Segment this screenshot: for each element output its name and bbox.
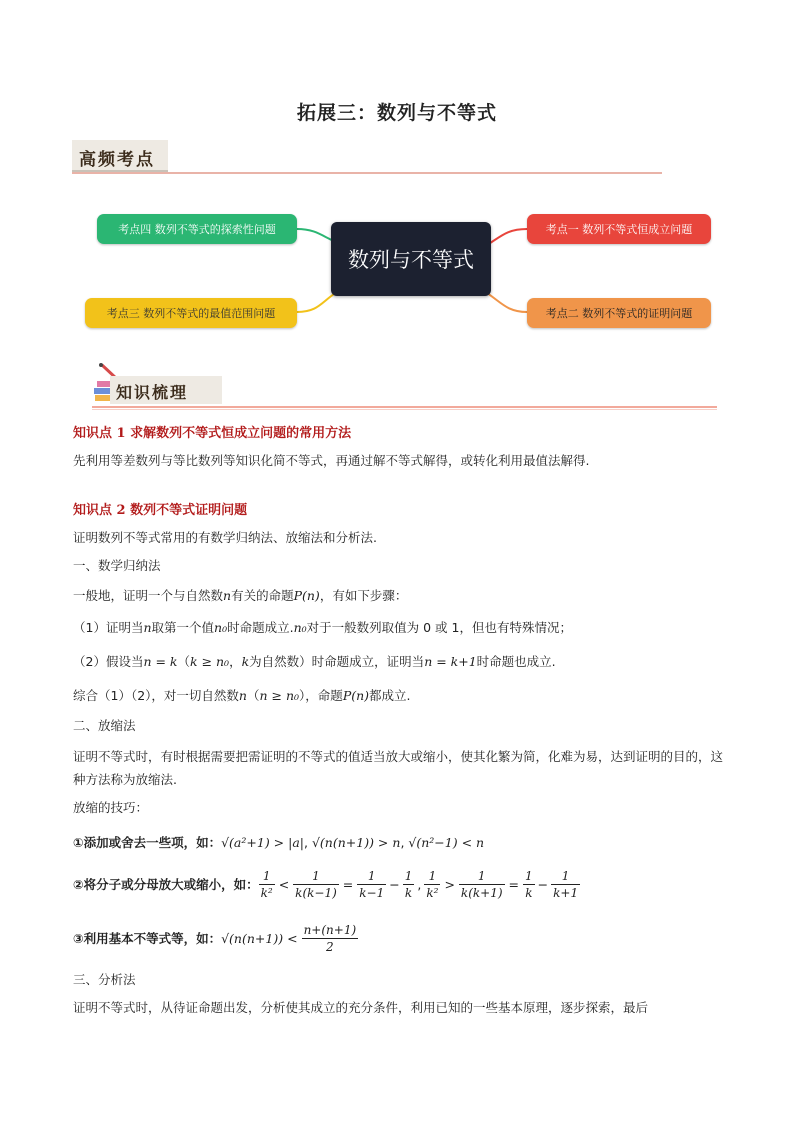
math-n: n	[223, 588, 232, 603]
numerator: 1	[525, 869, 533, 883]
section-title-knowledge: 知识梳理	[116, 383, 189, 402]
text: 综合（1）（2），对一切自然数	[73, 688, 239, 703]
scaling-techniques-label: 放缩的技巧：	[73, 800, 149, 815]
mindmap-node-top-left: 考点四 数列不等式的探索性问题	[97, 214, 297, 244]
text: 为自然数）时命题成立，证明当	[249, 654, 425, 669]
section-banner-knowledge	[92, 362, 717, 414]
fraction	[302, 922, 359, 955]
math-nk: n = k	[143, 654, 178, 669]
fraction	[357, 868, 386, 901]
fraction	[523, 868, 535, 901]
fraction	[403, 868, 415, 901]
math-Pn: P(n)	[342, 688, 370, 703]
numerator: 1	[404, 869, 413, 883]
mindmap-center: 数列与不等式	[331, 222, 491, 296]
kp1-title: 知识点 1 求解数列不等式恒成立问题的常用方法	[73, 426, 352, 441]
heading-induction: 一、数学归纳法	[73, 558, 161, 573]
numerator: n+(n+1)	[303, 923, 357, 937]
scaling-text: 证明不等式时，有时根据需要把需证明的不等式的值适当放大或缩小，使其化繁为简，化难为易，达到证明的目的，这种方法称为放缩法.	[73, 749, 724, 787]
text: 有关的命题	[231, 588, 294, 603]
section-banner-high-frequency	[72, 138, 662, 180]
text: 时命题成立.	[227, 620, 294, 635]
text: 对于一般数列取值为 0 或 1，但也有特殊情况；	[306, 620, 572, 635]
numerator: 1	[293, 868, 339, 885]
math-k: k	[241, 654, 250, 669]
text: 取第一个值	[151, 620, 215, 635]
numerator: 1	[551, 868, 580, 885]
denominator: k(k−1)	[295, 886, 337, 900]
kp1-text: 先利用等差数列与等比数列等知识化简不等式，再通过解不等式解得，或转化利用最值法解得.	[73, 453, 590, 468]
math-kgen0: k ≥ n₀	[190, 654, 230, 669]
induction-intro	[73, 586, 407, 606]
banner-underline-knowledge	[92, 406, 717, 408]
kp2-intro: 证明数列不等式常用的有数学归纳法、放缩法和分析法.	[73, 530, 377, 545]
denominator: k(k+1)	[460, 886, 503, 900]
text: ③利用基本不等式等，如：	[73, 930, 222, 946]
math-nk1: n = k+1	[424, 654, 477, 669]
math-n: n	[238, 688, 247, 703]
denominator: 2	[326, 940, 334, 954]
text: 时命题也成立.	[476, 654, 556, 669]
numerator: 1	[424, 868, 440, 885]
text: ，	[229, 654, 242, 669]
text: 都成立.	[369, 688, 411, 703]
numerator: 1	[357, 868, 386, 885]
fraction	[551, 868, 580, 901]
mindmap-node-top-right: 考点一 数列不等式恒成立问题	[527, 214, 711, 244]
mindmap-node-bottom-right: 考点二 数列不等式的证明问题	[527, 298, 711, 328]
text: ），命题	[299, 688, 343, 703]
kp2-title: 知识点 2 数列不等式证明问题	[73, 503, 248, 518]
heading-analysis: 三、分析法	[73, 972, 136, 987]
math-Pn: P(n)	[293, 588, 320, 603]
denominator: k	[525, 886, 533, 900]
math-ngen0: n ≥ n₀	[259, 688, 300, 703]
technique-3: ③利用基本不等式等，如： √(n(n+1)) < $\frac{n+(n+1)}{2}$	[73, 923, 357, 954]
heading-scaling: 二、放缩法	[73, 718, 136, 733]
text: ①添加或舍去一些项，如：	[73, 835, 222, 850]
denominator: k²	[260, 886, 273, 900]
induction-step-1	[73, 618, 572, 638]
page-title: 拓展三：数列与不等式	[296, 102, 497, 124]
mindmap-node-bottom-left: 考点三 数列不等式的最值范围问题	[85, 298, 297, 328]
text: （	[177, 654, 191, 669]
technique-2: ②将分子或分母放大或缩小，如： $\frac{1}{\text{k²}}$ < $\frac{1}{k(k-1)}$ = $\frac{1}{k-1}$ − $\frac{1}{k}$ , $\frac{1}{\text{k²}}$ > $\frac{1}{k(k+1)}$ = $\frac{1}{k}$ − $\frac{1}{k+1}$	[73, 869, 579, 900]
banner-underline	[72, 172, 662, 174]
math-ex1b: √(n(n+1)) > n	[311, 835, 401, 850]
text: ，有如下步骤：	[319, 588, 408, 603]
math-n: n	[143, 620, 152, 635]
analysis-text: 证明不等式时，从待证命题出发，分析使其成立的充分条件，利用已知的一些基本原理，逐步探索，最后	[73, 1000, 649, 1015]
math-n0: n₀	[214, 620, 228, 635]
math-ex3a: √(n(n+1))	[221, 930, 284, 946]
fraction	[459, 868, 505, 901]
numerator: 1	[259, 868, 275, 885]
text: ②将分子或分母放大或缩小，如：	[73, 876, 259, 892]
section-title-high-frequency: 高频考点	[79, 150, 155, 170]
text: （	[246, 688, 260, 703]
induction-conclusion	[73, 686, 411, 706]
denominator: k+1	[553, 886, 579, 900]
text: （1）证明当	[73, 620, 144, 635]
banner-underline-knowledge-2	[92, 409, 717, 410]
numerator: 1	[459, 868, 505, 885]
fraction	[424, 868, 440, 901]
fraction	[293, 868, 339, 901]
math-ex1a: √(a²+1) > |a|	[221, 835, 304, 850]
technique-1: ①添加或舍去一些项，如：√(a²+1) > |a|, √(n(n+1)) > n, √(n²−1) < n	[73, 835, 485, 850]
text: （2）假设当	[73, 654, 144, 669]
text: 一般地，证明一个与自然数	[73, 588, 224, 603]
math-ex1c: √(n²−1) < n	[408, 835, 485, 850]
denominator: k	[404, 886, 413, 900]
fraction	[259, 868, 275, 901]
denominator: k²	[426, 886, 439, 900]
denominator: k−1	[359, 886, 385, 900]
induction-step-2	[73, 652, 556, 672]
math-n0: n₀	[293, 620, 307, 635]
